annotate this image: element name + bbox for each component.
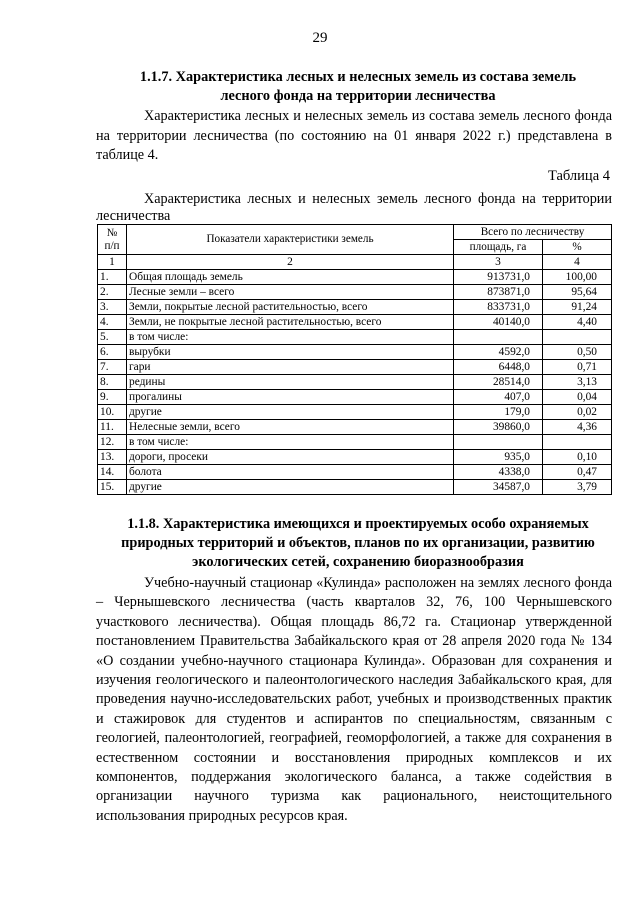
- row-index: 10.: [98, 405, 127, 420]
- row-indicator: Нелесные земли, всего: [127, 420, 454, 435]
- row-indicator: редины: [127, 375, 454, 390]
- row-indicator: Земли, покрытые лесной растительностью, всего: [127, 300, 454, 315]
- table-caption: [96, 191, 612, 225]
- row-pct: 4,36: [543, 420, 612, 435]
- row-index: 14.: [98, 465, 127, 480]
- header-area: площадь, га: [454, 240, 543, 255]
- row-pct: 0,47: [543, 465, 612, 480]
- row-index: 3.: [98, 300, 127, 315]
- table-row: [98, 465, 612, 480]
- row-pct: 91,24: [543, 300, 612, 315]
- row-indicator: вырубки: [127, 345, 454, 360]
- column-number: 3: [454, 255, 543, 270]
- row-area: 6448,0: [454, 360, 543, 375]
- kulinda-paragraph: [96, 574, 612, 826]
- heading-line: экологических сетей, сохранению биоразнообразия: [192, 554, 524, 570]
- row-pct: 0,71: [543, 360, 612, 375]
- row-area: [454, 435, 543, 450]
- row-index: 6.: [98, 345, 127, 360]
- header-pct: %: [543, 240, 612, 255]
- row-indicator: другие: [127, 480, 454, 495]
- row-indicator: Лесные земли – всего: [127, 285, 454, 300]
- row-area: [454, 330, 543, 345]
- table-row: [98, 315, 612, 330]
- row-index: 4.: [98, 315, 127, 330]
- heading-line: 1.1.8. Характеристика имеющихся и проектируемых особо охраняемых: [127, 516, 589, 532]
- table-row: [98, 450, 612, 465]
- row-index: 2.: [98, 285, 127, 300]
- row-pct: 0,02: [543, 405, 612, 420]
- header-indicator: Показатели характеристики земель: [127, 225, 454, 255]
- row-indicator: дороги, просеки: [127, 450, 454, 465]
- row-area: 913731,0: [454, 270, 543, 285]
- row-index: 5.: [98, 330, 127, 345]
- heading-line: природных территорий и объектов, планов по их организации, развитию: [121, 535, 595, 551]
- row-index: 13.: [98, 450, 127, 465]
- column-number: 1: [98, 255, 127, 270]
- row-indicator: другие: [127, 405, 454, 420]
- header-index: [98, 225, 127, 255]
- table-row: [98, 360, 612, 375]
- row-area: 34587,0: [454, 480, 543, 495]
- header-total-group: Всего по лесничеству: [454, 225, 612, 240]
- row-index: 7.: [98, 360, 127, 375]
- row-indicator: Земли, не покрытые лесной растительностью, всего: [127, 315, 454, 330]
- row-area: 28514,0: [454, 375, 543, 390]
- section-heading-1-1-8: [100, 515, 616, 572]
- row-area: 39860,0: [454, 420, 543, 435]
- row-pct: 3,79: [543, 480, 612, 495]
- table-row: [98, 330, 612, 345]
- row-index: 11.: [98, 420, 127, 435]
- row-area: 935,0: [454, 450, 543, 465]
- row-pct: 0,04: [543, 390, 612, 405]
- intro-text: Характеристика лесных и нелесных земель из состава земель лесного фонда на территории лесничества (по состоянию на 01 января 2022 г.) представлена в таблице 4.: [96, 108, 612, 164]
- row-pct: 0,50: [543, 345, 612, 360]
- row-area: 4592,0: [454, 345, 543, 360]
- row-indicator: в том числе:: [127, 435, 454, 450]
- row-pct: [543, 330, 612, 345]
- heading-line: лесного фонда на территории лесничества: [220, 88, 496, 104]
- row-index: 12.: [98, 435, 127, 450]
- kulinda-text: Учебно-научный стационар «Кулинда» расположен на землях лесного фонда – Чернышевского лесничества (часть кварталов 32, 76, 100 Чернышевского участкового лесничества). Общая площадь 86,72 га. Стационар утвержденной постановлением Правительства Забайкальского края от 28 апреля 2020 года № 134 «О создании учебно-научного стационара Кулинда». Образован для сохранения и изучения геологического и палеонтологического наследия Забайкальского края, для проведения научно-исследовательских работ, учебных и производственных практик и стажировок для студентов и аспирантов по специальностям, связанным с геологией, палеонтологией, географией, геоморфологией, а также для сохранения в естественном состоянии и восстановления природных комплексов и их компонентов, поддержания экологического баланса, а также содействия в организации научного туризма как рационального, неистощительного использования природных ресурсов края.: [96, 575, 612, 824]
- table-row: [98, 480, 612, 495]
- table-caption-text: Характеристика лесных и нелесных земель лесного фонда на территории лесничества: [96, 191, 612, 224]
- column-number: 2: [127, 255, 454, 270]
- land-characteristics-table: [97, 224, 612, 495]
- row-pct: 0,10: [543, 450, 612, 465]
- row-area: 407,0: [454, 390, 543, 405]
- table-label: Таблица 4: [547, 168, 610, 184]
- column-number: 4: [543, 255, 612, 270]
- row-area: 40140,0: [454, 315, 543, 330]
- table-row: [98, 405, 612, 420]
- row-pct: 95,64: [543, 285, 612, 300]
- table-row: [98, 345, 612, 360]
- header-index-line1: №: [106, 226, 118, 239]
- table-row: [98, 375, 612, 390]
- row-pct: 3,13: [543, 375, 612, 390]
- table-row: [98, 270, 612, 285]
- table-row: [98, 390, 612, 405]
- header-index-line2: п/п: [104, 239, 120, 252]
- row-area: 833731,0: [454, 300, 543, 315]
- table-row: [98, 300, 612, 315]
- row-indicator: Общая площадь земель: [127, 270, 454, 285]
- row-indicator: болота: [127, 465, 454, 480]
- table-row: [98, 435, 612, 450]
- table-row: [98, 285, 612, 300]
- row-pct: 4,40: [543, 315, 612, 330]
- row-index: 1.: [98, 270, 127, 285]
- row-indicator: в том числе:: [127, 330, 454, 345]
- page-number: 29: [312, 30, 328, 46]
- row-area: 873871,0: [454, 285, 543, 300]
- row-pct: 100,00: [543, 270, 612, 285]
- section-heading-1-1-7: [110, 68, 606, 106]
- row-index: 15.: [98, 480, 127, 495]
- heading-line: 1.1.7. Характеристика лесных и нелесных земель из состава земель: [139, 69, 577, 85]
- row-index: 8.: [98, 375, 127, 390]
- row-area: 4338,0: [454, 465, 543, 480]
- row-area: 179,0: [454, 405, 543, 420]
- row-indicator: гари: [127, 360, 454, 375]
- table-row: [98, 420, 612, 435]
- row-indicator: прогалины: [127, 390, 454, 405]
- row-pct: [543, 435, 612, 450]
- intro-paragraph: [96, 107, 612, 166]
- row-index: 9.: [98, 390, 127, 405]
